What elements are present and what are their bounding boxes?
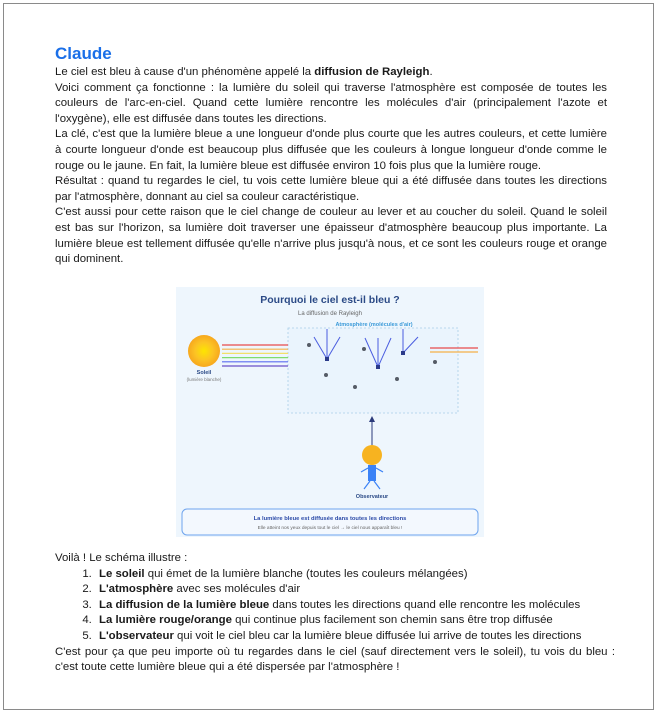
rayleigh-term: diffusion de Rayleigh — [314, 66, 430, 78]
list-item: 1. Le soleil qui émet de la lumière blanche (toutes les couleurs mélangées) — [95, 567, 615, 583]
sun-label: Soleil — [196, 370, 212, 376]
schema-list — [55, 567, 615, 645]
molecule — [395, 377, 399, 381]
diagram-subtitle: La diffusion de Rayleigh — [298, 311, 362, 317]
schema-intro: Voilà ! Le schéma illustre : — [55, 552, 188, 564]
caption-title: La lumière bleue est diffusée dans toutes les directions — [253, 516, 407, 522]
closing-paragraph: C'est pour ça que peu importe où tu regardes dans le ciel (sauf directement vers le soleil), tu vois du bleu : c'est toute cette lumière bleue qui a été dispersée par l'atmosphère ! — [55, 645, 615, 674]
paragraph-wavelength: La clé, c'est que la lumière bleue a une longueur d'onde plus courte que les autres couleurs, et cette lumière à courte longueur d'onde est beaucoup plus diffusée que les couleurs à longue longueur d'onde comme le rouge ou le jaune. En fait, la lumière bleue est diffusée environ 10 fois plus que la lumière rouge. — [55, 128, 607, 172]
diagram-title: Pourquoi le ciel est-il bleu ? — [260, 294, 400, 306]
atmosphere-label: Atmosphère (molécules d'air) — [335, 322, 413, 328]
list-item: 2. L'atmosphère avec ses molécules d'air — [95, 582, 615, 598]
scatter-molecule — [401, 351, 405, 355]
molecule — [433, 360, 437, 364]
molecule — [362, 347, 366, 351]
molecule — [353, 385, 357, 389]
list-item: 4. La lumière rouge/orange qui continue plus facilement son chemin sans être trop diffusée — [95, 613, 615, 629]
paragraph-sunset: C'est aussi pour cette raison que le ciel change de couleur au lever et au coucher du soleil. Quand le soleil est bas sur l'horizon, sa lumière doit traverser une épaisseur d'atmosphère beaucoup plus importante. La lumière bleue est tellement diffusée qu'elle n'arrive plus jusqu'à nous, et ce sont les couleurs rouge et orange qui dominent. — [55, 206, 607, 266]
scatter-molecule — [325, 357, 329, 361]
sun-icon — [188, 335, 220, 367]
list-item: 3. La diffusion de la lumière bleue dans toutes les directions quand elle rencontre les molécules — [95, 598, 615, 614]
author-heading: Claude — [55, 44, 112, 63]
response-outro — [55, 551, 615, 676]
paragraph-result: Résultat : quand tu regardes le ciel, tu vois cette lumière bleue qui a été diffusée dans toutes les directions par l'atmosphère, donnant au ciel sa couleur caractéristique. — [55, 175, 607, 203]
scatter-molecule — [376, 365, 380, 369]
sun-sublabel: (lumière blanche) — [186, 377, 222, 382]
observer-label: Observateur — [355, 494, 389, 500]
paragraph-how-it-works: Voici comment ça fonctionne : la lumière du soleil qui traverse l'atmosphère est composée de toutes les couleurs de l'arc-en-ciel. Quand cette lumière rencontre les molécules d'air (principalement l'azote et l'oxygène), elle est diffusée dans toutes les directions. — [55, 81, 607, 125]
atmosphere-box — [288, 328, 458, 413]
diagram-svg — [176, 287, 484, 537]
observer-head — [362, 445, 382, 465]
observer-body — [368, 465, 376, 481]
caption-box — [182, 509, 478, 535]
response-content — [55, 43, 607, 268]
caption-text: Elle atteint nos yeux depuis tout le ciel → le ciel nous apparaît bleu ! — [257, 526, 403, 531]
rayleigh-diagram — [176, 287, 484, 537]
molecule — [307, 343, 311, 347]
list-item: 5. L'observateur qui voit le ciel bleu car la lumière bleue diffusée lui arrive de toutes les directions — [95, 629, 615, 645]
paragraph-intro: Le ciel est bleu à cause d'un phénomène appelé la diffusion de Rayleigh. — [55, 66, 433, 78]
molecule — [324, 373, 328, 377]
